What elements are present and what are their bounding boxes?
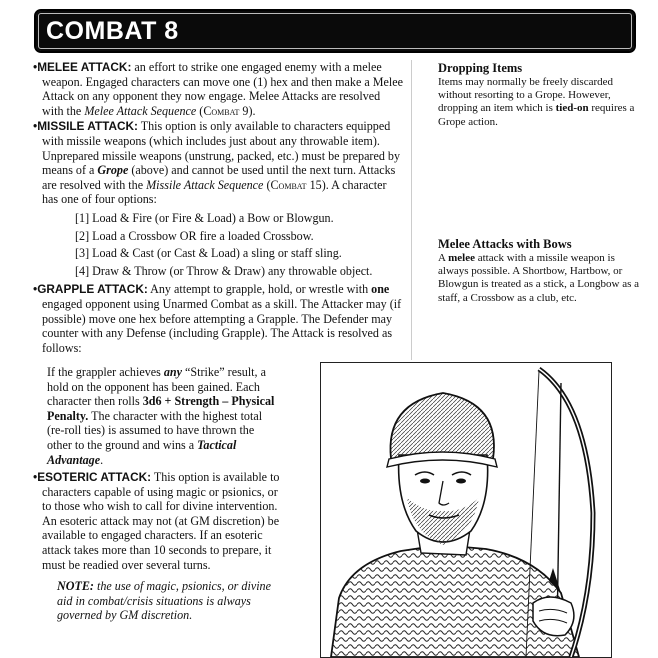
bullet: • — [33, 60, 38, 74]
sidebar-text: attack with a missile weapon is always possible. A Shortbow, Hartbow, or Blowgun is treated as a stick, a Longbow as a staff, a Crossbow as a club, etc. — [438, 252, 640, 304]
period: . — [100, 452, 104, 467]
missile-option: [3] Load & Cast (or Cast & Load) a sling or staff sling. — [75, 246, 342, 261]
missile-option: [1] Load & Fire (or Fire & Load) a Bow or Blowgun. — [75, 210, 334, 225]
missile-attack-term: MISSILE ATTACK: — [37, 119, 138, 134]
grapple-attack-entry — [33, 282, 403, 355]
sidebar-melee-bows — [438, 237, 643, 305]
grapple-attack-text: engaged opponent using Unarmed Combat as a skill. The Attacker may (if possible) move one hex before attempting a Grapple. The Defender may counter with any Defense (including Grapple). The Attack is resolved as follows: — [42, 296, 402, 355]
missile-attack-sequence-ref: Missile Attack Sequence — [146, 177, 264, 192]
grapple-attack-text: Any attempt to grapple, hold, or wrestle with — [147, 282, 372, 297]
paren: ( — [263, 177, 271, 192]
grapple-note-text: The character with the highest total (re-roll ties) is assumed to have thrown the other to the ground and wins a — [47, 408, 263, 452]
grapple-note-text: “Strike” result, a hold on the opponent has been gained. Each character then rolls — [47, 365, 266, 409]
bullet: • — [33, 470, 38, 484]
sidebar-body — [438, 252, 643, 305]
gm-discretion-note — [57, 579, 283, 623]
sidebar-dropping-items — [438, 61, 643, 129]
missile-option: [2] Load a Crossbow OR fire a loaded Crossbow. — [75, 228, 314, 243]
esoteric-attack-section — [33, 470, 283, 623]
sidebar-title: Melee Attacks with Bows — [438, 237, 572, 251]
esoteric-attack-term: ESOTERIC ATTACK: — [37, 470, 152, 484]
grapple-attack-term: GRAPPLE ATTACK: — [37, 282, 148, 297]
missile-options-list — [75, 211, 403, 278]
sidebar-body — [438, 76, 643, 129]
paren: ( — [196, 103, 204, 118]
bullet: • — [33, 282, 38, 297]
grapple-note-text: If the grappler achieves — [47, 365, 164, 379]
melee-attack-entry — [33, 60, 403, 118]
tied-on-emphasis: tied-on — [555, 102, 589, 115]
ref-page: 9 — [239, 103, 249, 118]
archer-illustration — [320, 362, 612, 658]
grapple-roll-formula: 3d6 + Strength – Physical Penalty. — [47, 394, 275, 423]
sidebar-text: A — [438, 252, 449, 264]
one-emphasis: one — [371, 282, 390, 297]
chapter-header-bar — [34, 9, 636, 53]
column-divider — [411, 60, 412, 360]
chapter-title: COMBAT 8 — [46, 17, 179, 45]
esoteric-attack-text: This option is available to characters capable of using magic or psionics, or to those who wish to call for divine intervention. An esoteric attack may not (at GM discretion) be available to engaged characters. If an esoteric attack takes more than 10 seconds to prepare, it must be readied over several turns. — [42, 470, 280, 572]
missile-attack-text: This option is only available to characters equipped with missile weapons (which includes just about any throwable item). Unprepared missile weapons (unstrung, packed, etc.) must be prepared by means of a — [42, 119, 400, 178]
melee-attack-text: an effort to strike one engaged enemy with a melee weapon. Engaged characters can move one (1) hex and then make a Melee Attack on any opponent they now engage. Melee Attacks are resolved with the — [42, 60, 403, 118]
missile-attack-text: (above) and cannot be used until the next turn. Attacks are resolved with the — [42, 163, 396, 192]
missile-attack-entry — [33, 119, 403, 207]
grapple-resolution-text — [47, 365, 277, 467]
sidebar-title: Dropping Items — [438, 61, 523, 75]
main-text-column — [33, 60, 403, 356]
ref-page: 15 — [306, 177, 322, 192]
bullet: • — [33, 119, 38, 134]
any-emphasis: any — [163, 365, 182, 379]
melee-attack-sequence-ref: Melee Attack Sequence — [84, 103, 197, 118]
esoteric-attack-entry — [33, 470, 283, 572]
paren: ). — [248, 103, 256, 118]
melee-emphasis: melee — [448, 252, 475, 264]
melee-attack-term: MELEE ATTACK: — [37, 60, 132, 74]
archer-drawing — [321, 363, 611, 657]
note-label: NOTE: — [57, 579, 94, 594]
grope-term: Grope — [97, 163, 129, 178]
missile-option: [4] Draw & Throw (or Throw & Draw) any throwable object. — [75, 263, 373, 278]
sidebar-text: requires a Grope action. — [438, 102, 635, 128]
ref-book: Combat — [270, 177, 307, 192]
sidebar-text: Items may normally be freely discarded without resorting to a Grope. However, dropping an item which is — [438, 76, 614, 115]
tactical-advantage-term: Tactical Advantage — [47, 437, 237, 467]
ref-book: Combat — [203, 103, 240, 118]
missile-attack-text: ). A character has one of four options: — [42, 177, 387, 207]
note-text: the use of magic, psionics, or divine aid in combat/crisis situations is always governed by GM discretion. — [57, 579, 271, 623]
